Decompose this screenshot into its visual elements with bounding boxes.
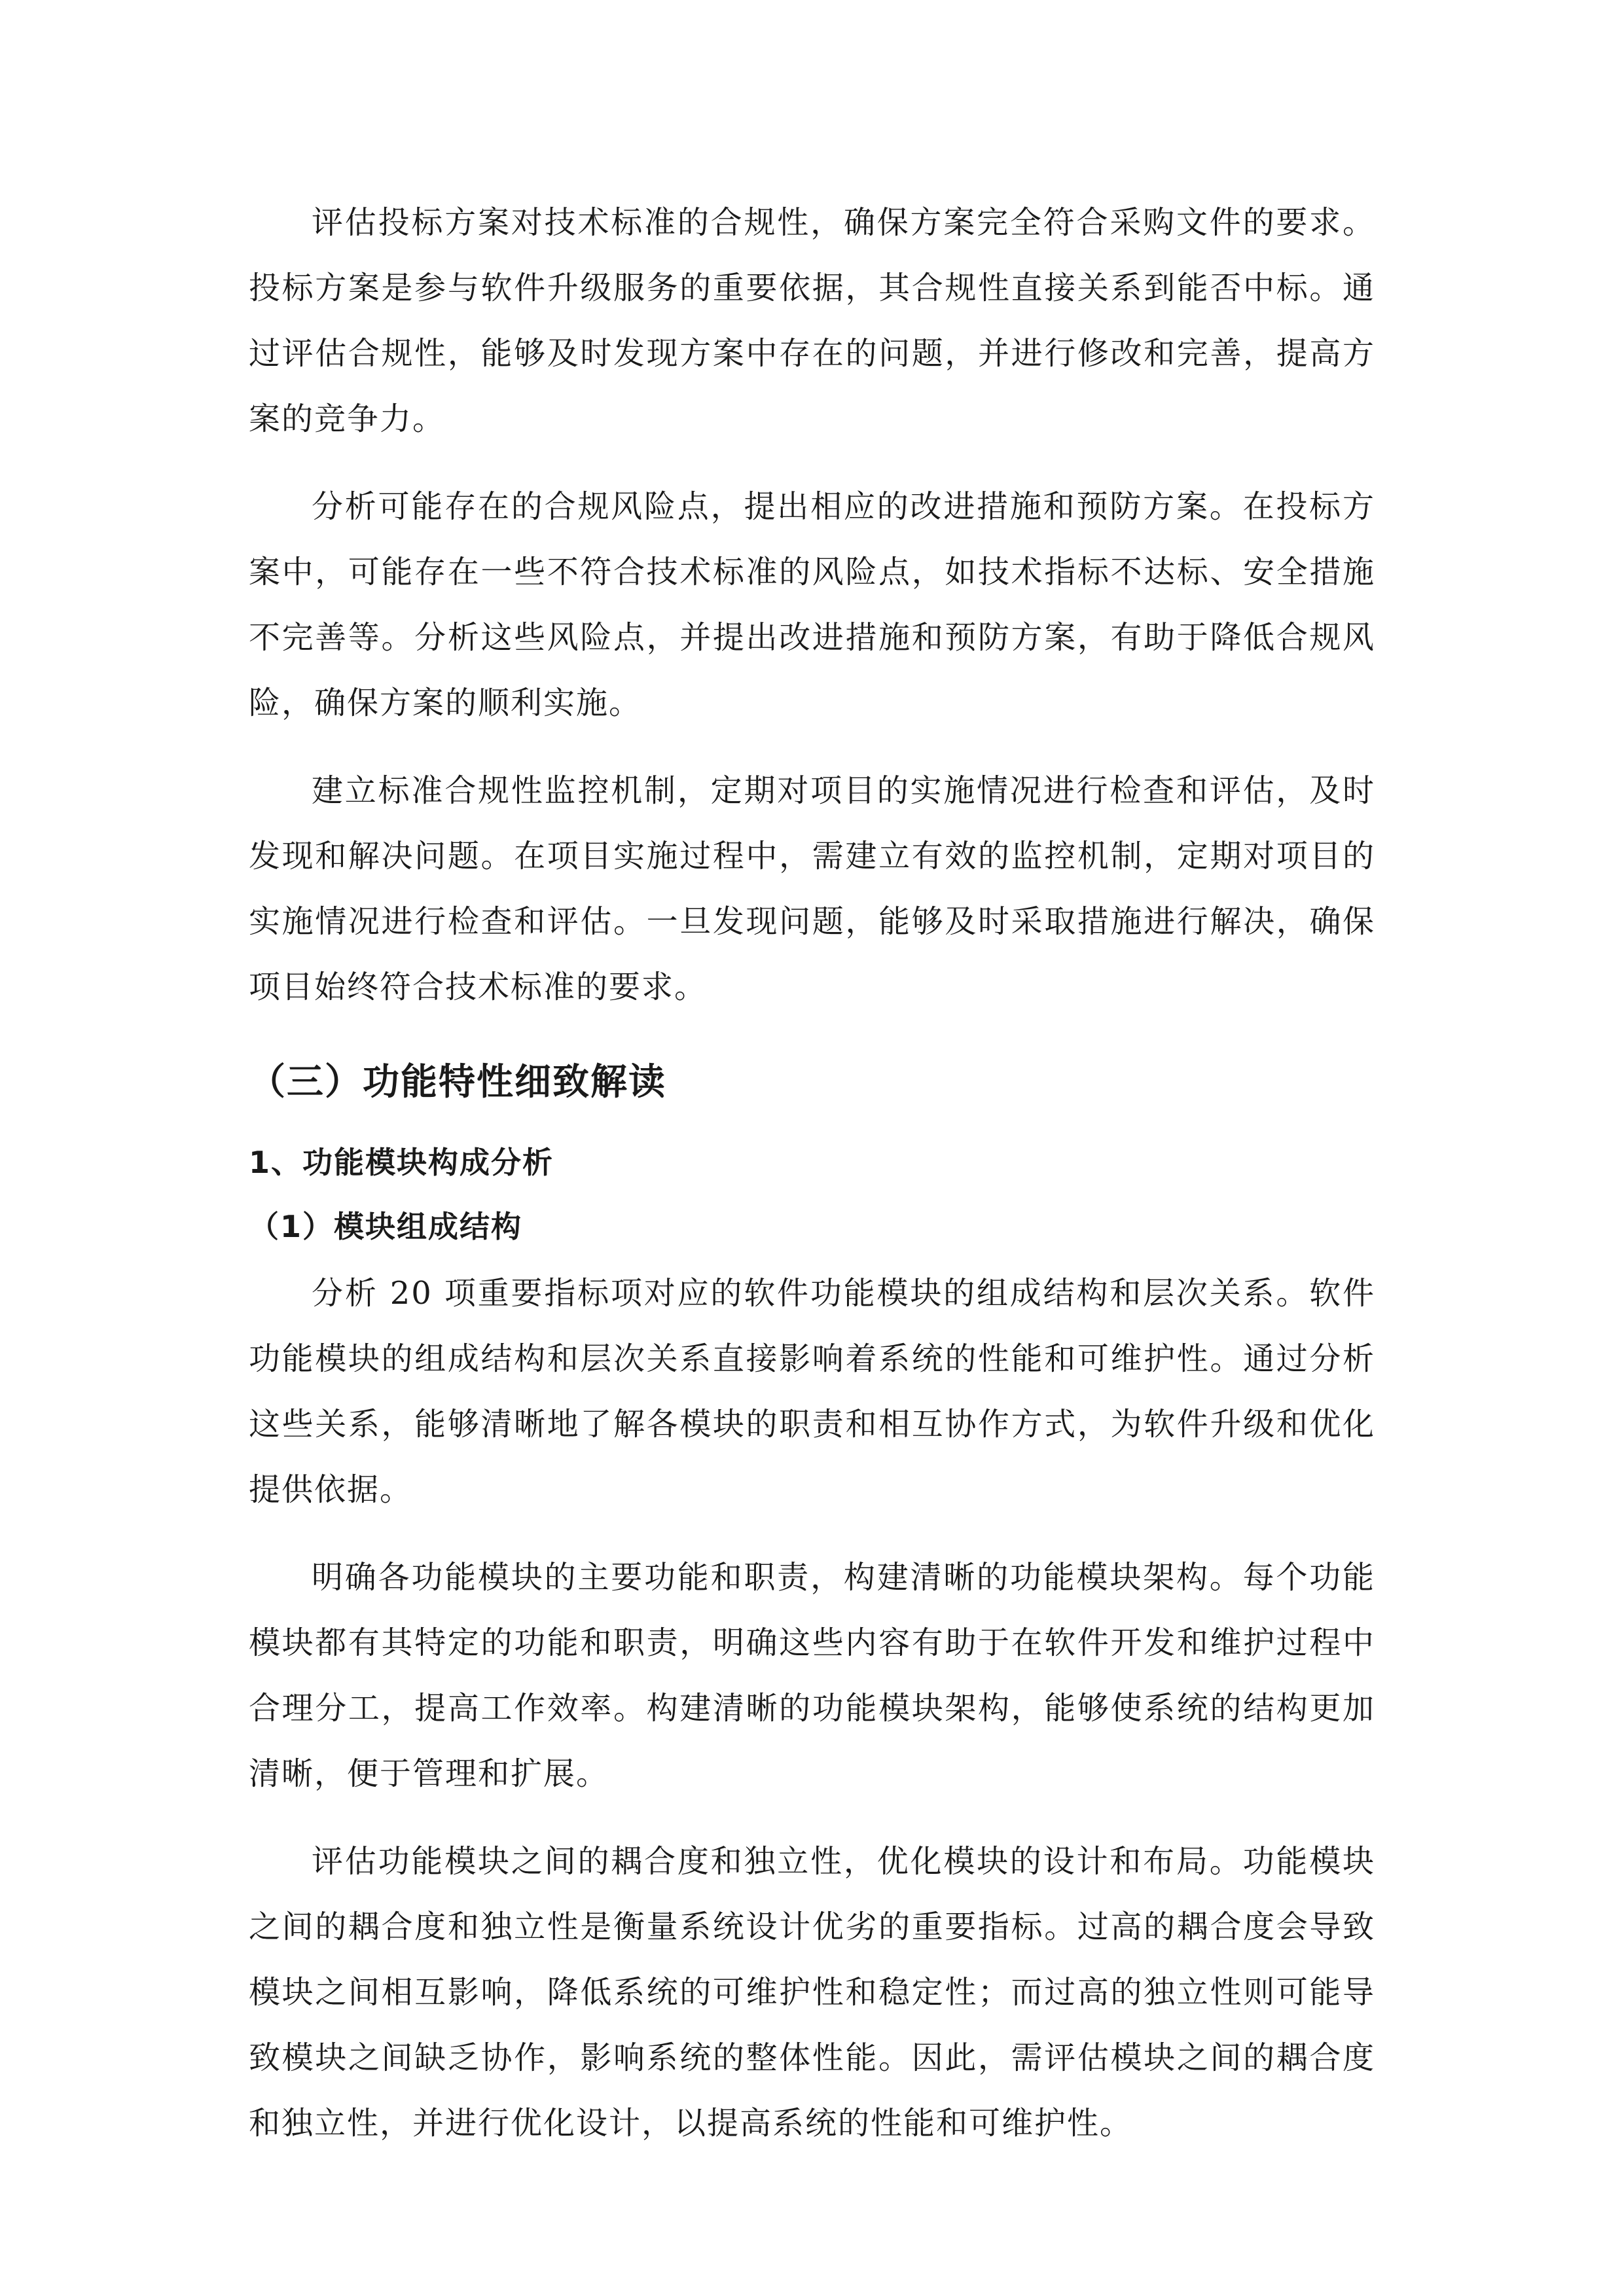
paragraph-module-structure: 分析 20 项重要指标项对应的软件功能模块的组成结构和层次关系。软件功能模块的组成结构和层次关系直接影响着系统的性能和可维护性。通过分析这些关系，能够清晰地了解各模块的职责和相互协作方式，为软件升级和优化提供依据。: [249, 1275, 1375, 1508]
paragraph-module-coupling: 评估功能模块之间的耦合度和独立性，优化模块的设计和布局。功能模块之间的耦合度和独立性是衡量系统设计优劣的重要指标。过高的耦合度会导致模块之间相互影响，降低系统的可维护性和稳定性；而过高的独立性则可能导致模块之间缺乏协作，影响系统的整体性能。因此，需评估模块之间的耦合度和独立性，并进行优化设计，以提高系统的性能和可维护性。: [249, 1843, 1375, 2142]
subsubsection-heading: （1）模块组成结构: [249, 1209, 523, 1244]
document-page: [249, 190, 1375, 2178]
section-heading: （三）功能特性细致解读: [249, 1061, 666, 1103]
paragraph-risk-analysis: 分析可能存在的合规风险点，提出相应的改进措施和预防方案。在投标方案中，可能存在一些不符合技术标准的风险点，如技术指标不达标、安全措施不完善等。分析这些风险点，并提出改进措施和预防方案，有助于降低合规风险，确保方案的顺利实施。: [249, 488, 1375, 721]
paragraph-module-responsibility: 明确各功能模块的主要功能和职责，构建清晰的功能模块架构。每个功能模块都有其特定的功能和职责，明确这些内容有助于在软件开发和维护过程中合理分工，提高工作效率。构建清晰的功能模块架构，能够使系统的结构更加清晰，便于管理和扩展。: [249, 1559, 1375, 1792]
subsection-heading: 1、功能模块构成分析: [249, 1145, 554, 1180]
paragraph-monitoring-mechanism: 建立标准合规性监控机制，定期对项目的实施情况进行检查和评估，及时发现和解决问题。在项目实施过程中，需建立有效的监控机制，定期对项目的实施情况进行检查和评估。一旦发现问题，能够及时采取措施进行解决，确保项目始终符合技术标准的要求。: [249, 772, 1375, 1005]
paragraph-compliance-evaluation: 评估投标方案对技术标准的合规性，确保方案完全符合采购文件的要求。投标方案是参与软件升级服务的重要依据，其合规性直接关系到能否中标。通过评估合规性，能够及时发现方案中存在的问题，并进行修改和完善，提高方案的竞争力。: [249, 204, 1375, 437]
